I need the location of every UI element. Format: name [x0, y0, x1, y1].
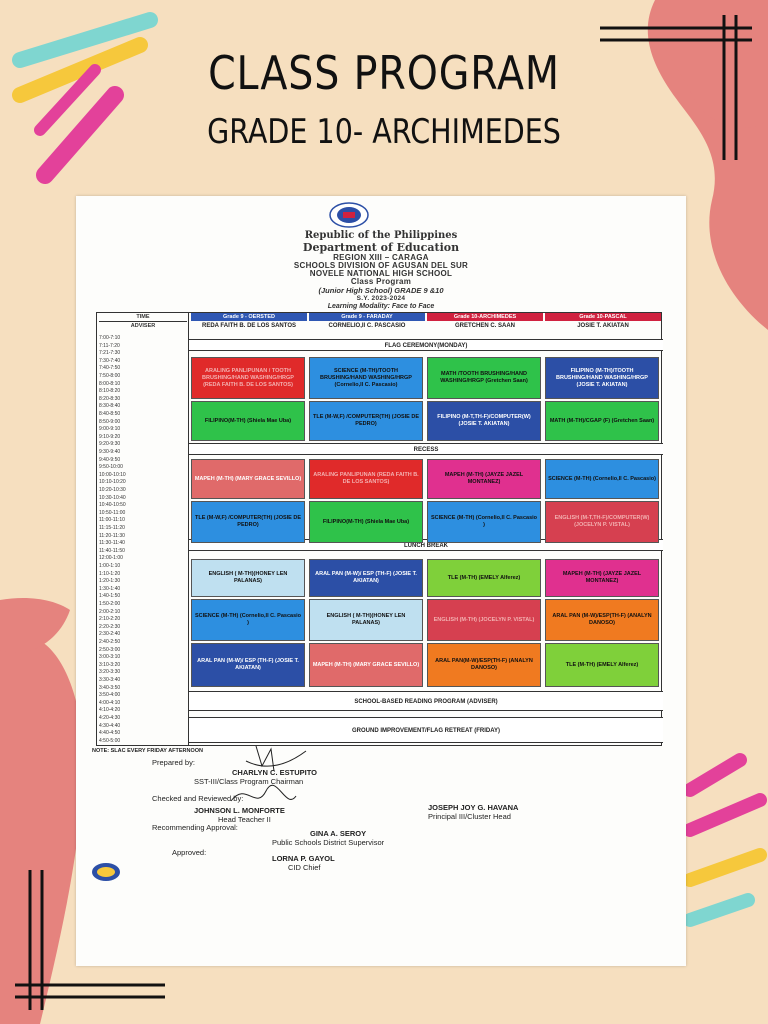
doc-line-sy: S.Y. 2023-2024	[356, 295, 406, 302]
doc-line-class-program: Class Program	[350, 277, 412, 286]
time-header: TIME	[99, 313, 187, 322]
subject-cell: MATH (M-TH)/CGAP (F) (Gretchen Saan)	[545, 401, 659, 441]
time-slot: 8:40-8:50	[99, 411, 121, 417]
section-adviser: REDA FAITH B. DE LOS SANTOS	[201, 323, 296, 329]
signature-mark	[226, 741, 316, 821]
doc-line-republic: Republic of the Philippines	[304, 230, 458, 241]
time-slot: 7:40-7:50	[99, 365, 121, 372]
doc-line-level: (Junior High School) GRADE 9 &10	[318, 286, 444, 295]
time-slot: 1:20-1:30	[99, 578, 121, 585]
time-slot: 9:30-9:40	[99, 449, 121, 455]
recommending-label: Recommending Approval:	[152, 823, 238, 832]
subject-cell: MAPEH (M-TH) (JAYZE JAZEL MONTANEZ)	[427, 459, 541, 499]
approved-name: LORNA P. GAYOL	[272, 854, 335, 863]
time-slot: 9:10-9:20	[99, 433, 121, 440]
approved-role: CID Chief	[288, 863, 321, 872]
principal-name: JOSEPH JOY G. HAVANA	[428, 803, 519, 812]
time-column	[97, 313, 189, 745]
subject-cell: SCIENCE (M-TH) (Cornelio,II C. Pascasio )	[427, 501, 541, 543]
subject-cell: FILIPINO(M-TH) (Shiela Mae Uba)	[309, 501, 423, 543]
subject-cell: SCIENCE (M-TH) (Cornelio,II C. Pascasio )	[191, 599, 305, 641]
band-ground: GROUND IMPROVEMENT/FLAG RETREAT (FRIDAY)	[189, 717, 663, 743]
section-header: Grade 10-PASCAL	[545, 313, 661, 321]
prepared-name: CHARLYN C. ESTUPITO	[232, 768, 318, 777]
subject-cell: SCIENCE (M-TH) (Cornelio,II C. Pascasio)	[545, 459, 659, 499]
time-slot: 3:20-3:30	[99, 669, 121, 676]
time-slot: 4:00-4:10	[99, 699, 121, 706]
time-slot: 8:30-8:40	[99, 403, 121, 410]
subject-cell: ENGLISH (M-T,TH-F)/COMPUTER(W) (JOCELYN P. VISTAL)	[545, 501, 659, 543]
time-slot: 7:50-8:00	[99, 373, 121, 379]
section-header: Grade 9 - FARADAY	[309, 313, 425, 321]
time-slot: 3:50-4:00	[99, 692, 121, 699]
doc-line-division: SCHOOLS DIVISION OF AGUSAN DEL SUR	[293, 261, 469, 270]
checked-name: JOHNSON L. MONFORTE	[194, 806, 285, 815]
time-slot: 1:30-1:40	[99, 585, 121, 592]
page-title: CLASS PROGRAM	[208, 46, 560, 100]
doc-line-department: Department of Education	[302, 241, 460, 254]
subject-cell: ENGLISH (M-TH) (JOCELYN P. VISTAL)	[427, 599, 541, 641]
schedule-table	[96, 312, 662, 746]
time-slot: 2:00-2:10	[99, 608, 121, 615]
time-slot: 10:20-10:30	[99, 487, 126, 493]
subject-cell: TLE (M-TH) (EMELY Alferez)	[427, 559, 541, 597]
time-slot: 4:40-4:50	[99, 730, 121, 737]
time-slot: 10:00-10:10	[99, 471, 126, 478]
doc-line-region: REGION XIII – CARAGA	[333, 253, 429, 262]
time-slot: 3:30-3:40	[99, 677, 121, 683]
time-slot: 9:50-10:00	[99, 464, 123, 471]
time-slot: 8:10-8:20	[99, 388, 121, 395]
time-slot: 7:21-7:30	[99, 350, 121, 357]
subject-cell: ARAL PAN (M-W)/ ESP (TH-F) (JOSIE T. AKIATAN)	[309, 559, 423, 597]
time-slot: 11:00-11:10	[99, 517, 125, 524]
subject-cell: FILIPINO (M-T,TH-F)/COMPUTER(W) (JOSIE T. AKIATAN)	[427, 401, 541, 441]
time-slot: 11:40-11:50	[99, 547, 125, 554]
adviser-header: ADVISER	[130, 323, 156, 329]
subject-cell: ARALING PANLIPUNAN (REDA FAITH B. DE LOS SANTOS)	[309, 459, 423, 499]
time-slot: 3:40-3:50	[99, 684, 121, 691]
time-slot: 4:50-5:00	[99, 737, 121, 744]
time-slot: 7:00-7:10	[99, 335, 121, 341]
approved-label: Approved:	[172, 848, 207, 857]
time-slot: 4:10-4:20	[99, 707, 121, 714]
band-reading: SCHOOL-BASED READING PROGRAM (ADVISER)	[189, 691, 663, 711]
section-adviser: CORNELIO,II C. PASCASIO	[328, 323, 406, 329]
time-slot: 1:40-1:50	[99, 593, 121, 600]
time-slot: 2:30-2:40	[99, 631, 121, 638]
time-slot: 7:30-7:40	[99, 357, 121, 364]
time-slot: 2:40-2:50	[99, 639, 121, 645]
time-slot: 11:30-11:40	[99, 540, 125, 547]
doc-line-school: NOVELE NATIONAL HIGH SCHOOL	[309, 269, 453, 278]
subject-cell: ENGLISH ( M-TH)(HONEY LEN PALANAS)	[309, 599, 423, 641]
prepared-role: SST-III/Class Program Chairman	[194, 777, 304, 786]
recommending-role: Public Schools District Supervisor	[272, 838, 385, 847]
checked-label: Checked and Reviewed by:	[152, 794, 244, 803]
subject-cell: ARAL PAN (M-W)/ ESP (TH-F) (JOSIE T. AKIATAN)	[191, 643, 305, 687]
time-slot: 1:10-1:20	[99, 570, 121, 577]
time-slot: 2:20-2:30	[99, 623, 121, 630]
time-slot: 9:20-9:30	[99, 441, 121, 448]
time-slot: 2:10-2:20	[99, 616, 121, 623]
time-slot: 9:00-9:10	[99, 426, 121, 433]
time-slot: 4:30-4:40	[99, 722, 121, 729]
time-slot: 12:00-1:00	[99, 555, 123, 562]
subject-cell: MAPEH (M-TH) (MARY GRACE SEVILLO)	[191, 459, 305, 499]
time-slot: 8:00-8:10	[99, 380, 121, 387]
time-slot: 3:00-3:10	[99, 654, 121, 661]
time-slot: 10:40-10:50	[99, 502, 126, 509]
time-slot: 10:10-10:20	[99, 479, 126, 486]
subject-cell: ENGLISH ( M-TH)(HONEY LEN PALANAS)	[191, 559, 305, 597]
time-slot: 2:50-3:00	[99, 646, 121, 653]
time-slot: 1:00-1:10	[99, 563, 121, 569]
checked-role: Head Teacher II	[218, 815, 271, 824]
principal-role: Principal III/Cluster Head	[428, 812, 511, 821]
subject-cell: ARAL PAN(M-W)/ESP(TH-F) (ANALYN DANOSO)	[427, 643, 541, 687]
time-slot: 11:15-11:20	[99, 525, 125, 531]
time-slot: 1:50-2:00	[99, 601, 121, 607]
subject-cell: ARAL PAN (M-W)/ESP(TH-F) (ANALYN DANOSO)	[545, 599, 659, 641]
class-program-document	[76, 196, 686, 966]
section-adviser: JOSIE T. AKIATAN	[577, 323, 629, 329]
section-header: Grade 10-ARCHIMEDES	[427, 313, 543, 321]
prepared-label: Prepared by:	[152, 758, 195, 767]
subject-cell: ARALING PANLIPUNAN / TOOTH BRUSHING/HAND WASHING/HRGP (REDA FAITH B. DE LOS SANTOS)	[191, 357, 305, 399]
subject-cell: MAPEH (M-TH) (MARY GRACE SEVILLO)	[309, 643, 423, 687]
header	[0, 46, 768, 152]
time-slot: 8:20-8:30	[99, 395, 121, 402]
band-flag: FLAG CEREMONY(MONDAY)	[189, 339, 663, 351]
schedule-note: NOTE: SLAC EVERY FRIDAY AFTERNOON	[92, 748, 204, 754]
time-slot: 3:10-3:20	[99, 661, 121, 668]
time-slot: 7:11-7:20	[99, 342, 120, 349]
school-logo-icon	[90, 862, 122, 882]
band-recess: RECESS	[189, 443, 663, 455]
doc-line-modality: Learning Modality: Face to Face	[327, 303, 435, 310]
time-slot: 10:30-10:40	[99, 494, 126, 501]
recommending-name: GINA A. SEROY	[310, 829, 367, 838]
deped-seal-icon	[328, 202, 370, 228]
band-lunch: LUNCH BREAK	[189, 539, 663, 551]
subject-cell: MATH /TOOTH BRUSHING/HAND WASHING/HRGP (Gretchen Saan)	[427, 357, 541, 399]
time-slot: 10:50-11:00	[99, 509, 126, 516]
subject-cell: FILIPINO(M-TH) (Shiela Mae Uba)	[191, 401, 305, 441]
time-slot: 9:40-9:50	[99, 456, 121, 463]
subject-cell: TLE (M-W,F) /COMPUTER(TH) (JOSIE DE PEDRO)	[191, 501, 305, 543]
subject-cell: FILIPINO (M-TH)/TOOTH BRUSHING/HAND WASHING/HRGP (JOSIE T. AKIATAN)	[545, 357, 659, 399]
subject-cell: TLE (M-TH) (EMELY Alferez)	[545, 643, 659, 687]
section-adviser: GRETCHEN C. SAAN	[454, 323, 515, 329]
subject-cell: TLE (M-W,F) /COMPUTER(TH) (JOSIE DE PEDRO)	[309, 401, 423, 441]
time-slot: 11:20-11:30	[99, 532, 125, 539]
subject-cell: MAPEH (M-TH) (JAYZE JAZEL MONTANEZ)	[545, 559, 659, 597]
section-header: Grade 9 - OERSTED	[191, 313, 307, 321]
time-slot: 8:50-9:00	[99, 418, 121, 425]
time-slot: 4:20-4:30	[99, 715, 121, 721]
page-subtitle: GRADE 10- ARCHIMEDES	[207, 112, 561, 152]
subject-cell: SCIENCE (M-TH)/TOOTH BRUSHING/HAND WASHING/HRGP (Cornelio,II C. Pascasio)	[309, 357, 423, 399]
